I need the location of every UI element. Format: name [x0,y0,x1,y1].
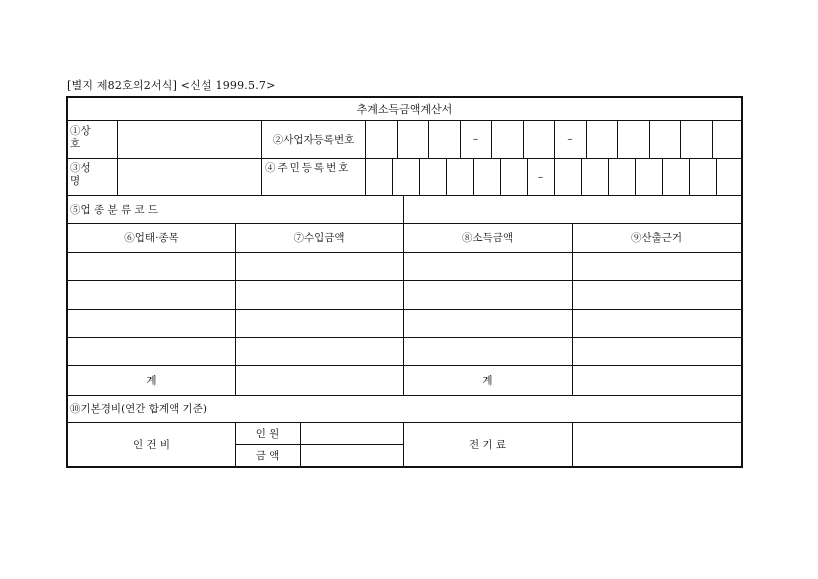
business-number-label: ②사업자등록번호 [272,133,355,146]
total-label: 계 [146,374,157,387]
divider [586,120,587,158]
header-business-type: ⑥업태·종목 [124,232,179,244]
header-income: ⑧소득금액 [461,232,514,244]
divider [635,158,636,195]
divider [649,120,650,158]
electricity-label: 전 기 료 [468,438,507,451]
divider [117,120,118,195]
company-name-label: ①상호 [70,125,91,150]
divider [428,120,429,158]
divider [716,158,717,195]
amount-label: 금 액 [255,449,280,462]
header-revenue: ⑦수입금액 [293,232,345,244]
divider [68,337,741,338]
divider [712,120,713,158]
divider [572,422,573,466]
divider [365,120,366,158]
divider [523,120,524,158]
divider [419,158,420,195]
divider [403,195,404,223]
industry-code-label: ⑤업 종 분 류 코 드 [70,203,159,216]
divider [68,195,741,196]
divider [554,158,555,195]
dash: – [537,170,544,183]
divider [392,158,393,195]
divider [617,120,618,158]
basic-expense-label: ⑩기본경비(연간 합계액 기준) [70,403,207,415]
divider [446,158,447,195]
divider [68,120,741,121]
dash: – [567,133,573,145]
form-caption: [별지 제82호의2서식] <신설 1999.5.7> [67,79,276,92]
total-label: 계 [482,374,493,387]
resident-number-label: ④주민등록번호 [265,162,351,174]
divider [365,158,366,195]
divider [500,158,501,195]
labor-cost-label: 인 건 비 [132,438,171,451]
dash: – [472,133,479,145]
divider [300,422,301,466]
persons-label: 인 원 [255,427,280,440]
divider [581,158,582,195]
divider [68,252,741,253]
divider [68,309,741,310]
divider [473,158,474,195]
person-name-label: ③성명 [70,162,91,187]
divider [608,158,609,195]
divider [662,158,663,195]
divider [397,120,398,158]
divider [68,158,741,159]
header-basis: ⑨산출근거 [630,232,683,244]
divider [491,120,492,158]
divider [689,158,690,195]
income-calculation-form [66,96,743,468]
form-title: 추계소득금액계산서 [356,103,453,116]
divider [68,280,741,281]
divider [680,120,681,158]
